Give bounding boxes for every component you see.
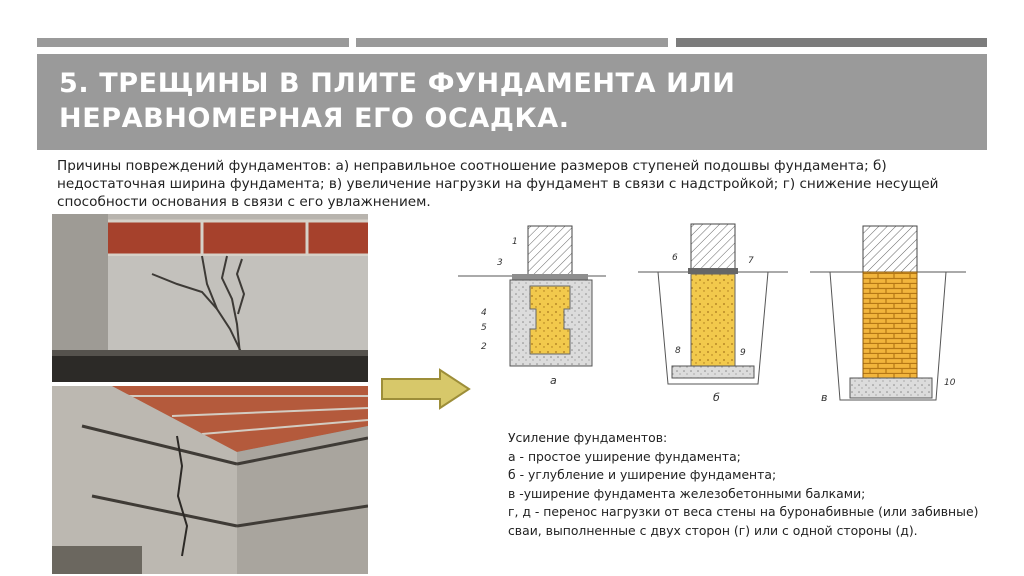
variant-label-a: а (550, 374, 557, 387)
callout-10: 10 (944, 378, 956, 388)
slide-title: 5. ТРЕЩИНЫ В ПЛИТЕ ФУНДАМЕНТА ИЛИ НЕРАВНОМЕРНАЯ ЕГО ОСАДКА. (59, 68, 736, 134)
reinforcement-notes (508, 429, 978, 541)
notes-item: а - простое уширение фундамента; (508, 448, 741, 464)
cracked-foundation-corner-photo (52, 386, 368, 574)
top-rule-middle (356, 38, 668, 47)
callout-8: 8 (675, 346, 681, 356)
top-rule-left (37, 38, 349, 47)
foundation-reinforcement-diagram (458, 214, 978, 414)
variant-c-drawing (810, 226, 966, 400)
callout-6: 6 (672, 253, 678, 263)
cracked-foundation-photo (52, 214, 368, 382)
callout-4: 4 (481, 308, 487, 318)
notes-item: г, д - перенос нагрузки от веса стены на буронабивные (или забивные) (508, 504, 979, 520)
callout-2: 2 (481, 342, 487, 352)
top-rule-right (676, 38, 987, 47)
notes-item: в -уширение фундамента железобетонными балками; (508, 485, 866, 501)
callout-5: 5 (481, 323, 487, 333)
callout-1: 1 (512, 237, 518, 247)
notes-item: б - углубление и уширение фундамента; (508, 467, 777, 483)
causes-paragraph: Причины повреждений фундаментов: а) неправильное соотношение размеров ступеней подошвы фундамента; б) недостаточная ширина фундамента; в) увеличение нагрузки на фундамент в связи с надстройкой; г) снижение несущей способности основания в связи с его увлажнением. (57, 158, 939, 210)
callout-9: 9 (740, 348, 746, 358)
title-band (37, 54, 987, 150)
variant-label-c: в (821, 391, 828, 404)
notes-heading: Усиление фундаментов: (508, 430, 668, 445)
callout-7: 7 (748, 256, 754, 266)
callout-3: 3 (497, 258, 503, 268)
variant-label-b: б (713, 391, 720, 404)
notes-item: сваи, выполненные с двух сторон (г) или с одной стороны (д). (508, 522, 918, 538)
variant-b-drawing (638, 224, 788, 384)
